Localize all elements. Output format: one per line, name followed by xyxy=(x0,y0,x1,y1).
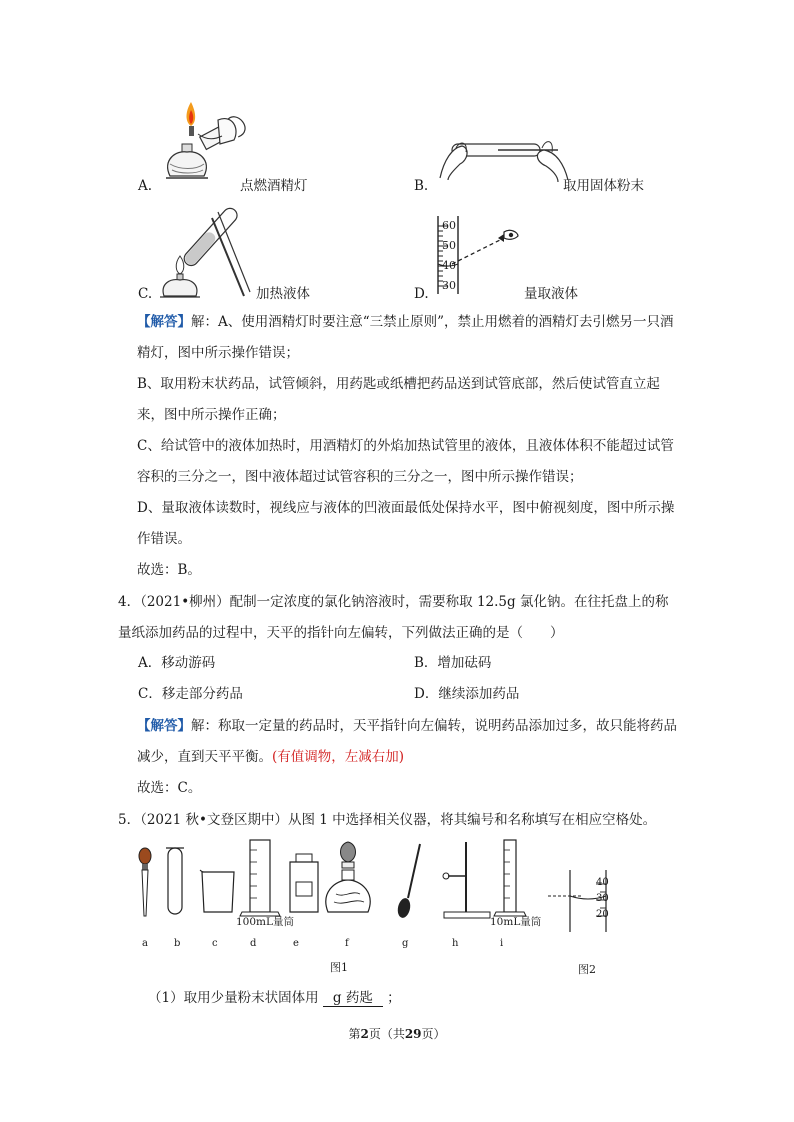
iron-stand-icon xyxy=(443,842,490,918)
test-tube-icon xyxy=(166,848,184,914)
answer-tag: 【解答】 xyxy=(137,718,191,734)
q4-choice: 故选：C。 xyxy=(137,780,202,796)
q3-answer-intro xyxy=(137,307,677,369)
q4-stem: 4．（2021•柳州）配制一定浓度的氯化钠溶液时，需要称取 12.5g 氯化钠。在往托盘上的称量纸添加药品的过程中，天平的指针向左偏转，下列做法正确的是（ ） xyxy=(118,594,669,641)
q5-sub1-answer: g 药匙 xyxy=(323,990,383,1007)
option-b-image xyxy=(438,130,570,182)
q5-sub1 xyxy=(148,988,401,1008)
figure-2-caption: 图2 xyxy=(578,963,596,976)
answer-note: (有值调物，左减右加) xyxy=(272,749,405,765)
page-footer xyxy=(0,1024,794,1044)
q4-option-c: C．移走部分药品 xyxy=(138,686,243,702)
q4-option-b: B．增加砝码 xyxy=(414,655,492,671)
answer-text: 解：称取一定量的药品时，天平指针向左偏转，说明药品添加过多，故只能将药品减少，直到天平平衡。 xyxy=(137,718,677,765)
answer-tag: 【解答】 xyxy=(137,314,191,330)
dropper-icon xyxy=(139,848,151,916)
q4-option-a: A．移动游码 xyxy=(138,655,216,671)
q3-answer-b: B、取用粉末状药品，试管倾斜，用药匙或纸槽把药品送到试管底部，然后使试管直立起来，图中所示操作正确； xyxy=(137,376,660,423)
instrument-letter-g: g xyxy=(402,938,409,949)
option-c-image xyxy=(158,200,252,298)
q5-sub1-suffix: ； xyxy=(387,990,401,1006)
option-a-text: 点燃酒精灯 xyxy=(240,178,308,194)
q5-sub1-prefix: （1）取用少量粉末状固体用 xyxy=(148,990,319,1006)
fig2-tick-30: 30 xyxy=(596,893,609,904)
instrument-letter-i: i xyxy=(500,938,504,949)
label-100ml: 100mL量筒 xyxy=(236,916,294,928)
instrument-letter-d: d xyxy=(250,938,257,949)
figure-1-caption: 图1 xyxy=(330,961,348,974)
answer-text: 解：A、使用酒精灯时要注意“三禁止原则”，禁止用燃着的酒精灯去引燃另一只酒精灯，图中所示操作错误； xyxy=(137,314,674,361)
instrument-letter-e: e xyxy=(293,938,299,949)
scale-label-40: 40 xyxy=(442,259,456,272)
scale-label-60: 60 xyxy=(442,219,456,232)
q3-answer-choice: 故选：B。 xyxy=(137,562,201,578)
instrument-letter-b: b xyxy=(174,938,181,949)
q3-answer-d: D、量取液体读数时，视线应与液体的凹液面最低处保持水平，图中俯视刻度，图中所示操作错误。 xyxy=(137,500,675,547)
q5-stem: 5．（2021 秋•文登区期中）从图 1 中选择相关仪器，将其编号和名称填写在相应空格处。 xyxy=(118,812,657,828)
option-b-text: 取用固体粉末 xyxy=(563,178,644,194)
footer-page: 2 xyxy=(360,1027,369,1041)
q3-answer-c: C、给试管中的液体加热时，用酒精灯的外焰加热试管里的液体，且液体体积不能超过试管容积的三分之一，图中液体超过试管容积的三分之一，图中所示操作错误； xyxy=(137,438,674,485)
instrument-letter-c: c xyxy=(212,938,218,949)
fig2-tick-20: 20 xyxy=(596,909,609,920)
q4-answer xyxy=(137,711,677,773)
footer-total: 29 xyxy=(404,1027,422,1041)
spoon-icon xyxy=(396,844,420,919)
option-c-letter: C. xyxy=(138,286,153,302)
beaker-icon xyxy=(200,870,234,912)
scale-label-50: 50 xyxy=(442,239,456,252)
option-a-letter: A. xyxy=(138,178,153,194)
option-a-image xyxy=(158,100,248,188)
fig2-tick-40: 40 xyxy=(596,877,609,888)
q5-figure-1 xyxy=(130,836,650,936)
option-d-text: 量取液体 xyxy=(524,286,578,302)
cylinder-100ml-icon xyxy=(240,840,280,916)
instrument-letter-f: f xyxy=(345,938,349,949)
instrument-letter-h: h xyxy=(452,938,459,949)
option-b-letter: B. xyxy=(414,178,429,194)
cylinder-10ml-icon xyxy=(494,840,526,916)
q4-option-d: D．继续添加药品 xyxy=(414,686,520,702)
scale-label-30: 30 xyxy=(442,279,456,292)
label-10ml: 10mL量筒 xyxy=(490,916,542,928)
footer-mid: 页（共 xyxy=(368,1027,405,1041)
reagent-bottle-icon xyxy=(290,854,318,912)
option-c-text: 加热液体 xyxy=(256,286,310,302)
footer-prefix: 第 xyxy=(348,1027,361,1041)
alcohol-lamp-icon xyxy=(326,842,370,912)
option-d-letter: D. xyxy=(414,286,429,302)
instrument-letter-a: a xyxy=(142,938,148,949)
footer-suffix: 页） xyxy=(421,1027,446,1041)
